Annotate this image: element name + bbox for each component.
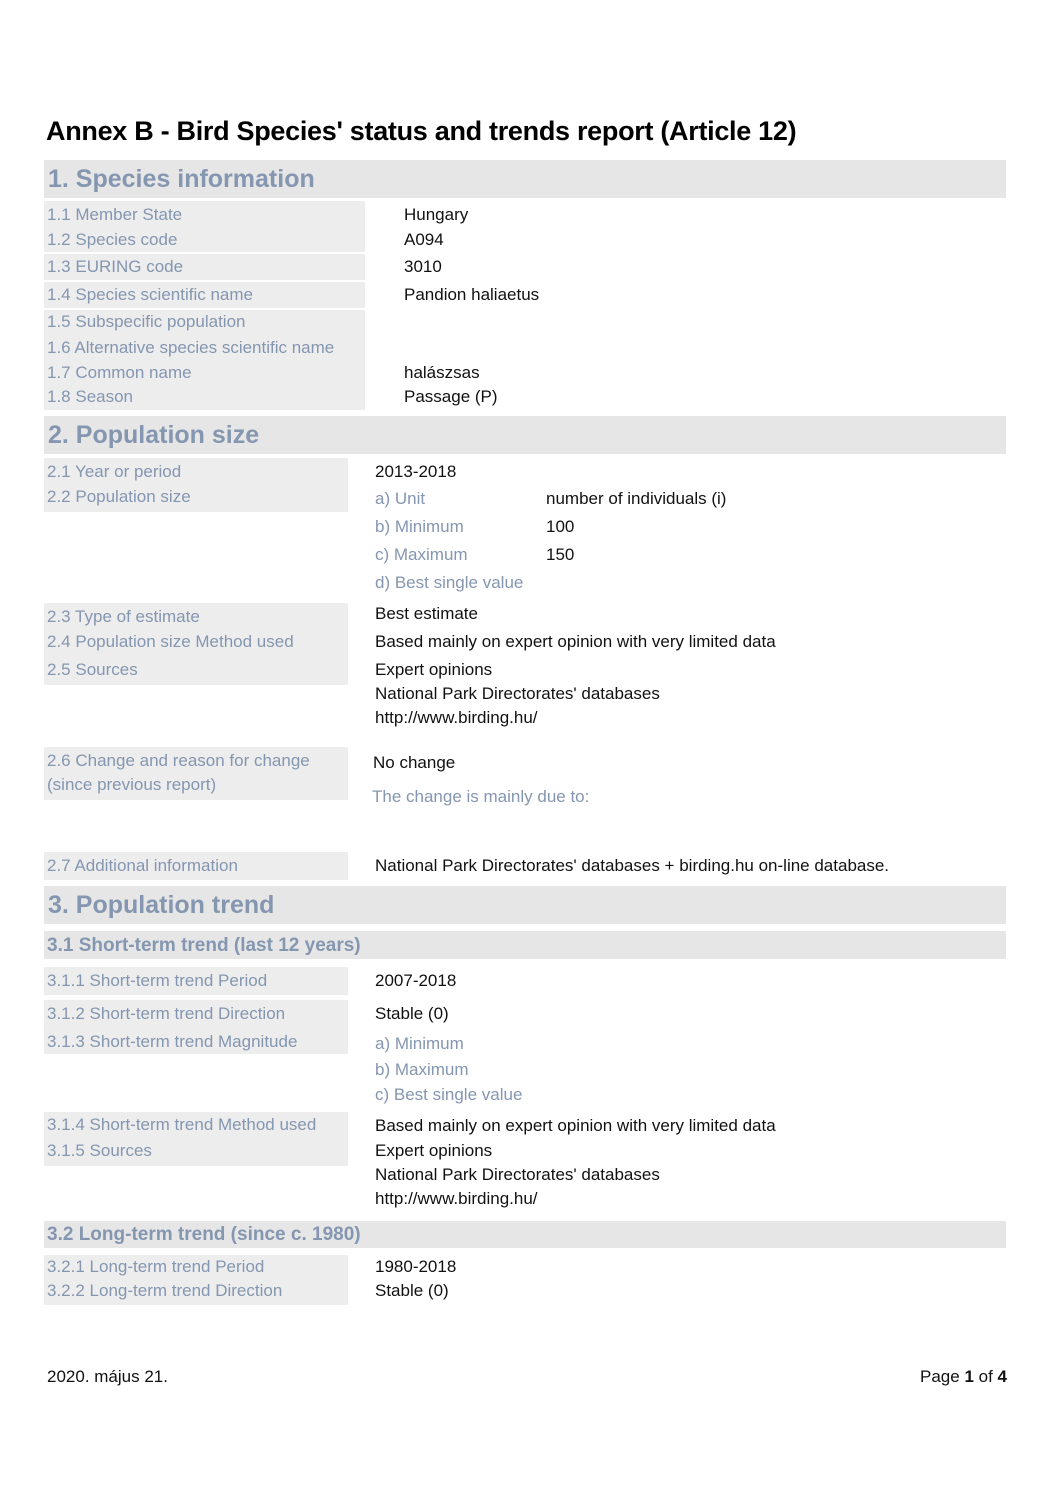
field-label-scientific-name: 1.4 Species scientific name xyxy=(47,285,253,304)
section-heading: 3. Population trend xyxy=(48,891,275,919)
field-label-long-direction: 3.2.2 Long-term trend Direction xyxy=(47,1281,283,1300)
field-label-alternative-name: 1.6 Alternative species scientific name xyxy=(47,338,335,357)
field-label-change-since: (since previous report) xyxy=(47,775,217,794)
field-value-source: Expert opinions xyxy=(375,660,493,679)
page-total: 4 xyxy=(997,1367,1007,1386)
field-value-short-source: http://www.birding.hu/ xyxy=(375,1189,538,1208)
sub-label-maximum: c) Maximum xyxy=(375,545,468,564)
field-value-source: http://www.birding.hu/ xyxy=(375,708,538,727)
subsection-header-long-term xyxy=(44,1221,1006,1248)
field-label-short-method: 3.1.4 Short-term trend Method used xyxy=(47,1115,317,1134)
footer-date: 2020. május 21. xyxy=(47,1367,168,1386)
sub-value-maximum: 150 xyxy=(546,545,575,564)
field-value-short-method: Based mainly on expert opinion with very limited data xyxy=(375,1116,776,1135)
sub-label-short-best-value: c) Best single value xyxy=(375,1085,523,1104)
section-heading: 2. Population size xyxy=(48,421,260,449)
field-label-common-name: 1.7 Common name xyxy=(47,363,192,382)
field-value-member-state: Hungary xyxy=(404,205,469,224)
field-value-species-code: A094 xyxy=(404,230,444,249)
section-header-species-information xyxy=(44,160,1006,198)
subsection-heading: 3.1 Short-term trend (last 12 years) xyxy=(47,935,361,956)
field-value-short-source: Expert opinions xyxy=(375,1141,493,1160)
field-value-scientific-name: Pandion haliaetus xyxy=(404,285,540,304)
field-label-additional-info: 2.7 Additional information xyxy=(47,856,238,875)
field-label-population-size: 2.2 Population size xyxy=(47,487,191,506)
field-label-sources: 2.5 Sources xyxy=(47,660,138,679)
subsection-header-short-term xyxy=(44,931,1006,959)
page-title: Annex B - Bird Species' status and trends report (Article 12) xyxy=(46,116,797,146)
field-value-long-period: 1980-2018 xyxy=(375,1257,457,1276)
field-label-subspecific-population: 1.5 Subspecific population xyxy=(47,312,246,331)
section-header-population-size xyxy=(44,416,1006,454)
field-label-euring-code: 1.3 EURING code xyxy=(47,257,184,276)
field-label-season: 1.8 Season xyxy=(47,387,134,406)
field-label-short-period: 3.1.1 Short-term trend Period xyxy=(47,971,268,990)
field-label-short-magnitude: 3.1.3 Short-term trend Magnitude xyxy=(47,1032,298,1051)
field-label-long-period: 3.2.1 Long-term trend Period xyxy=(47,1257,265,1276)
field-label-short-direction: 3.1.2 Short-term trend Direction xyxy=(47,1004,286,1023)
sub-value-unit: number of individuals (i) xyxy=(546,489,727,508)
change-reason-label: The change is mainly due to: xyxy=(372,787,590,806)
sub-label-short-maximum: b) Maximum xyxy=(375,1060,469,1079)
field-value-long-direction: Stable (0) xyxy=(375,1281,449,1300)
field-value-short-source: National Park Directorates' databases xyxy=(375,1165,660,1184)
field-label-short-sources: 3.1.5 Sources xyxy=(47,1141,152,1160)
field-value-euring-code: 3010 xyxy=(404,257,442,276)
field-value-short-period: 2007-2018 xyxy=(375,971,457,990)
field-label-species-code: 1.2 Species code xyxy=(47,230,178,249)
field-value-source: National Park Directorates' databases xyxy=(375,684,660,703)
field-label-method-used: 2.4 Population size Method used xyxy=(47,632,294,651)
field-value-common-name: halászsas xyxy=(404,363,480,382)
subsection-heading: 3.2 Long-term trend (since c. 1980) xyxy=(47,1224,361,1245)
field-label-type-of-estimate: 2.3 Type of estimate xyxy=(47,607,200,626)
page-current: 1 xyxy=(964,1367,974,1386)
page-prefix: Page xyxy=(920,1367,965,1386)
field-value-short-direction: Stable (0) xyxy=(375,1004,449,1023)
field-value-season: Passage (P) xyxy=(404,387,498,406)
sub-label-best-value: d) Best single value xyxy=(375,573,524,592)
sub-label-short-minimum: a) Minimum xyxy=(375,1034,464,1053)
field-value-type-of-estimate: Best estimate xyxy=(375,604,478,623)
section-heading: 1. Species information xyxy=(48,165,315,193)
field-value-change: No change xyxy=(373,753,456,772)
field-value-method-used: Based mainly on expert opinion with very limited data xyxy=(375,632,776,651)
footer-page-number xyxy=(920,1367,1007,1387)
page-mid: of xyxy=(973,1367,998,1386)
sub-label-unit: a) Unit xyxy=(375,489,426,508)
field-label-member-state: 1.1 Member State xyxy=(47,205,183,224)
section-header-population-trend xyxy=(44,886,1006,924)
sub-value-minimum: 100 xyxy=(546,517,575,536)
field-value-additional-info: National Park Directorates' databases + birding.hu on-line database. xyxy=(375,856,890,875)
sub-label-minimum: b) Minimum xyxy=(375,517,464,536)
field-label-year-or-period: 2.1 Year or period xyxy=(47,462,182,481)
field-label-change: 2.6 Change and reason for change xyxy=(47,751,310,770)
field-value-year: 2013-2018 xyxy=(375,462,457,481)
